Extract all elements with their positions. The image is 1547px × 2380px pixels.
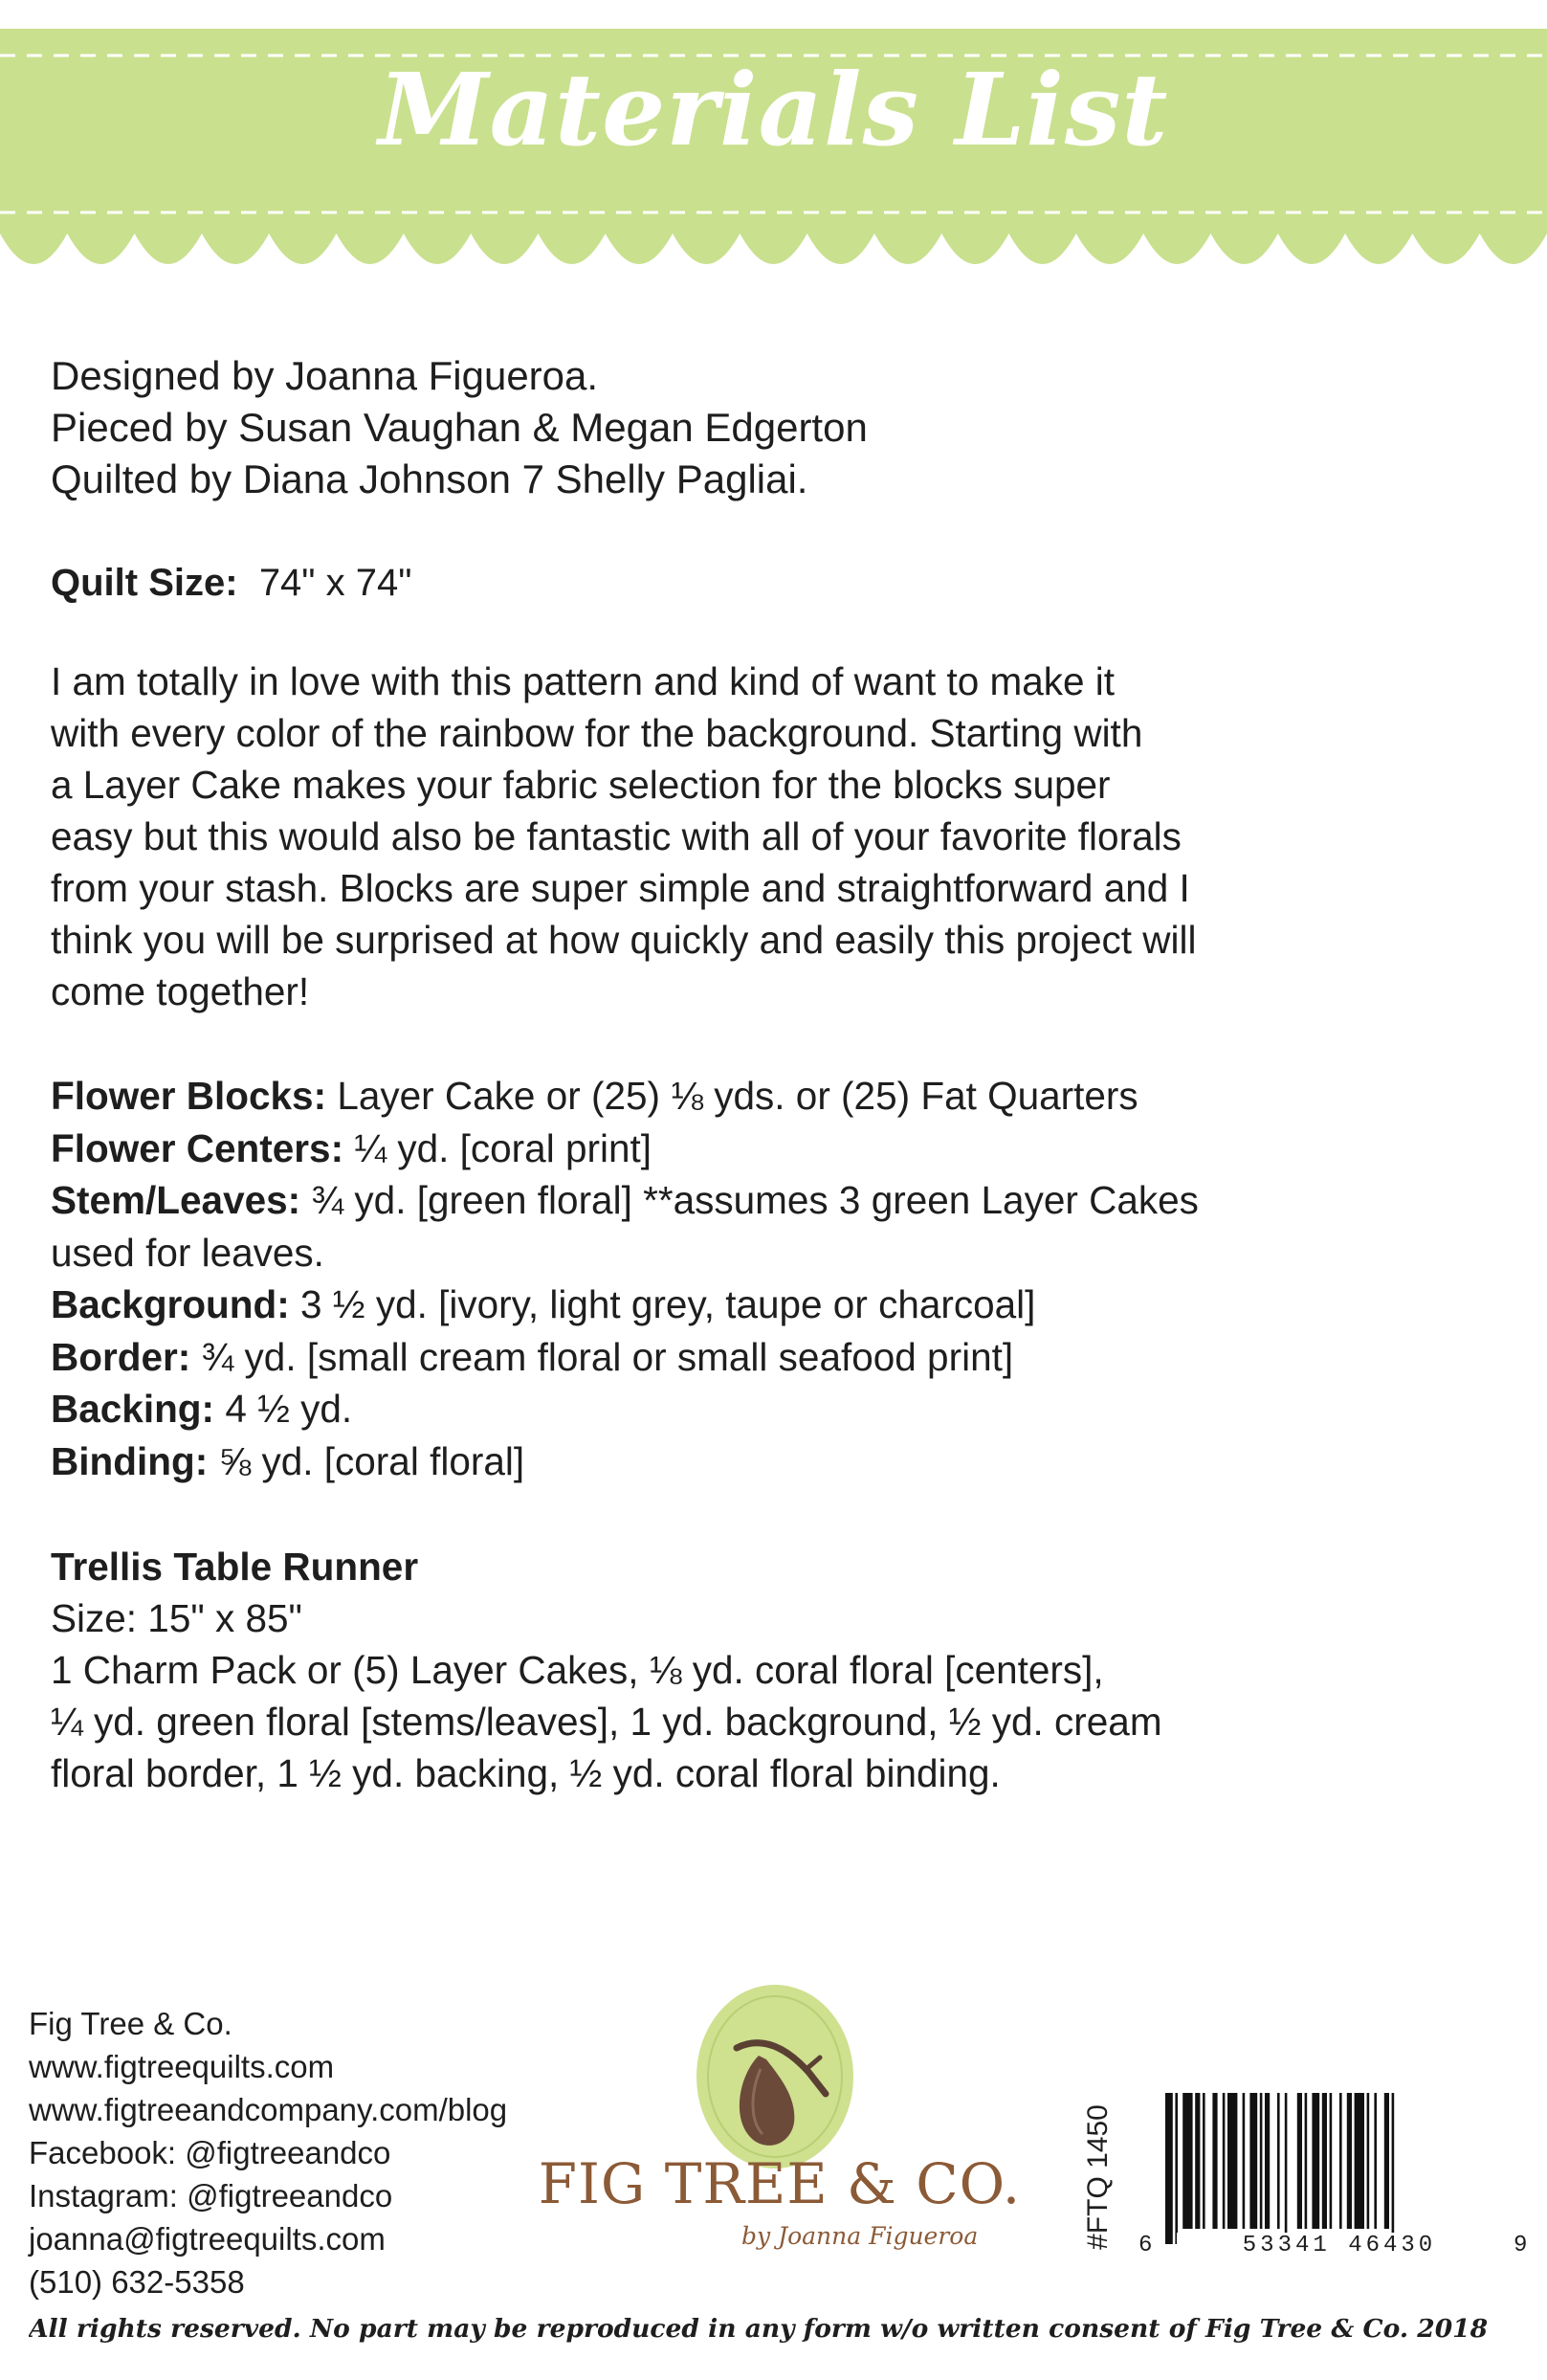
barcode-bar [1384,2093,1389,2229]
barcode-bar [1374,2093,1377,2229]
barcode-bar [1182,2093,1192,2229]
material-value: ¾ yd. [green floral] **assumes 3 green Layer Cakes [311,1178,1199,1222]
barcode-bar [1165,2093,1173,2244]
runner-line: Size: 15" x 85" [51,1596,302,1640]
credit-quilted: Quilted by Diana Johnson 7 Shelly Pagliai. [51,456,808,501]
material-label: Binding: [51,1438,209,1483]
runner-title: Trellis Table Runner [51,1545,419,1589]
intro-line: easy but this would also be fantastic with all of your favorite florals [51,814,1182,858]
header-banner [0,0,1547,287]
sku-number [1070,2091,1127,2263]
blog-link[interactable]: www.figtreeandcompany.com/blog [29,2092,508,2127]
intro-line: from your stash. Blocks are super simple and straightforward and I [51,866,1190,910]
barcode [1138,2091,1531,2273]
barcode-bar [1277,2093,1280,2229]
logo-byline: by Joanna Figueroa [741,2222,979,2250]
barcode-bar [1339,2093,1342,2229]
material-value: ⅝ yd. [coral floral] [218,1438,525,1483]
credit-pieced: Pieced by Susan Vaughan & Megan Edgerton [51,405,868,450]
credit-designer: Designed by Joanna Figueroa. [51,353,599,398]
material-label: Stem/Leaves: [51,1178,301,1222]
material-item [51,1123,1505,1175]
barcode-bar [1260,2093,1263,2229]
intro-line: come together! [51,969,310,1013]
material-value: used for leaves. [51,1230,324,1275]
material-label: Border: [51,1334,191,1379]
email-link[interactable]: joanna@figtreequilts.com [29,2221,386,2257]
materials-list [51,1070,1505,1487]
barcode-bar [1312,2093,1319,2229]
intro-line: with every color of the rainbow for the background. Starting with [51,711,1143,755]
fig-icon [521,1981,1038,2172]
material-item [51,1070,1505,1123]
company-name: Fig Tree & Co. [29,2006,232,2041]
barcode-digit-right: 9 [1514,2233,1528,2258]
logo-wordmark: FIG TREE & CO. [538,2151,1022,2216]
material-value: ¾ yd. [small cream floral or small seafood print] [201,1334,1014,1379]
copyright-notice: All rights reserved. No part may be reproduced in any form w/o written consent of Fig Tree & Co. 2018 [29,2314,1489,2344]
barcode-bar [1212,2093,1217,2229]
intro-line: a Layer Cake makes your fabric selection for the blocks super [51,763,1111,807]
barcode-digits: 53341 46430 [1177,2233,1502,2258]
barcode-bars [1138,2091,1531,2244]
quilt-size [51,557,411,609]
instagram-handle: Instagram: @figtreeandco [29,2178,393,2213]
table-runner-section [51,1541,1505,1799]
barcode-bar [1330,2093,1333,2229]
barcode-bar [1347,2093,1352,2229]
barcode-bar [1175,2093,1178,2244]
website-link[interactable]: www.figtreequilts.com [29,2049,335,2084]
material-item [51,1174,1505,1227]
facebook-handle: Facebook: @figtreeandco [29,2135,391,2170]
barcode-bar [1265,2093,1270,2229]
barcode-bar [1297,2093,1302,2229]
barcode-bar [1227,2093,1237,2229]
barcode-bar [1223,2093,1226,2229]
intro-line: I am totally in love with this pattern and kind of want to make it [51,659,1116,703]
material-label: Flower Blocks: [51,1074,327,1118]
material-label: Flower Centers: [51,1125,344,1170]
barcode-bar [1392,2093,1395,2244]
material-item [51,1331,1505,1384]
material-value: Layer Cake or (25) ⅛ yds. or (25) Fat Quarters [337,1074,1138,1118]
material-label: Background: [51,1282,290,1326]
barcode-bar [1203,2093,1205,2229]
material-item [51,1435,1505,1488]
material-value: 4 ½ yd. [225,1387,353,1431]
barcode-bar [1285,2093,1288,2244]
quilt-size-label: Quilt Size: [51,562,238,604]
material-item-continued [51,1227,1505,1279]
barcode-bar [1367,2093,1370,2229]
credits [51,350,868,505]
material-item [51,1383,1505,1435]
intro-line: think you will be surprised at how quickly and easily this project will [51,918,1197,962]
barcode-bar [1322,2093,1327,2229]
runner-line: 1 Charm Pack or (5) Layer Cakes, ⅛ yd. coral floral [centers], [51,1648,1104,1692]
barcode-bar [1249,2093,1257,2229]
barcode-bar [1355,2093,1364,2229]
barcode-digit-left: 6 [1138,2233,1153,2258]
phone-number: (510) 632-5358 [29,2264,245,2300]
sku-text: #FTQ 1450 [1082,2104,1114,2250]
material-label: Backing: [51,1387,215,1431]
contact-info [29,2002,507,2303]
page-title: Materials List [378,51,1169,168]
runner-line: ¼ yd. green floral [stems/leaves], 1 yd. background, ½ yd. cream [51,1700,1162,1744]
intro-paragraph [51,656,1505,1017]
barcode-bar [1243,2093,1246,2229]
fig-tree-logo [521,1981,1038,2250]
material-value: ¼ yd. [coral print] [354,1125,652,1170]
barcode-bar [1305,2093,1308,2229]
quilt-size-value: 74" x 74" [258,562,412,604]
material-value: 3 ½ yd. [ivory, light grey, taupe or charcoal] [300,1282,1036,1326]
runner-line: floral border, 1 ½ yd. backing, ½ yd. coral floral binding. [51,1751,1001,1795]
barcode-bar [1195,2093,1200,2229]
material-item [51,1279,1505,1331]
